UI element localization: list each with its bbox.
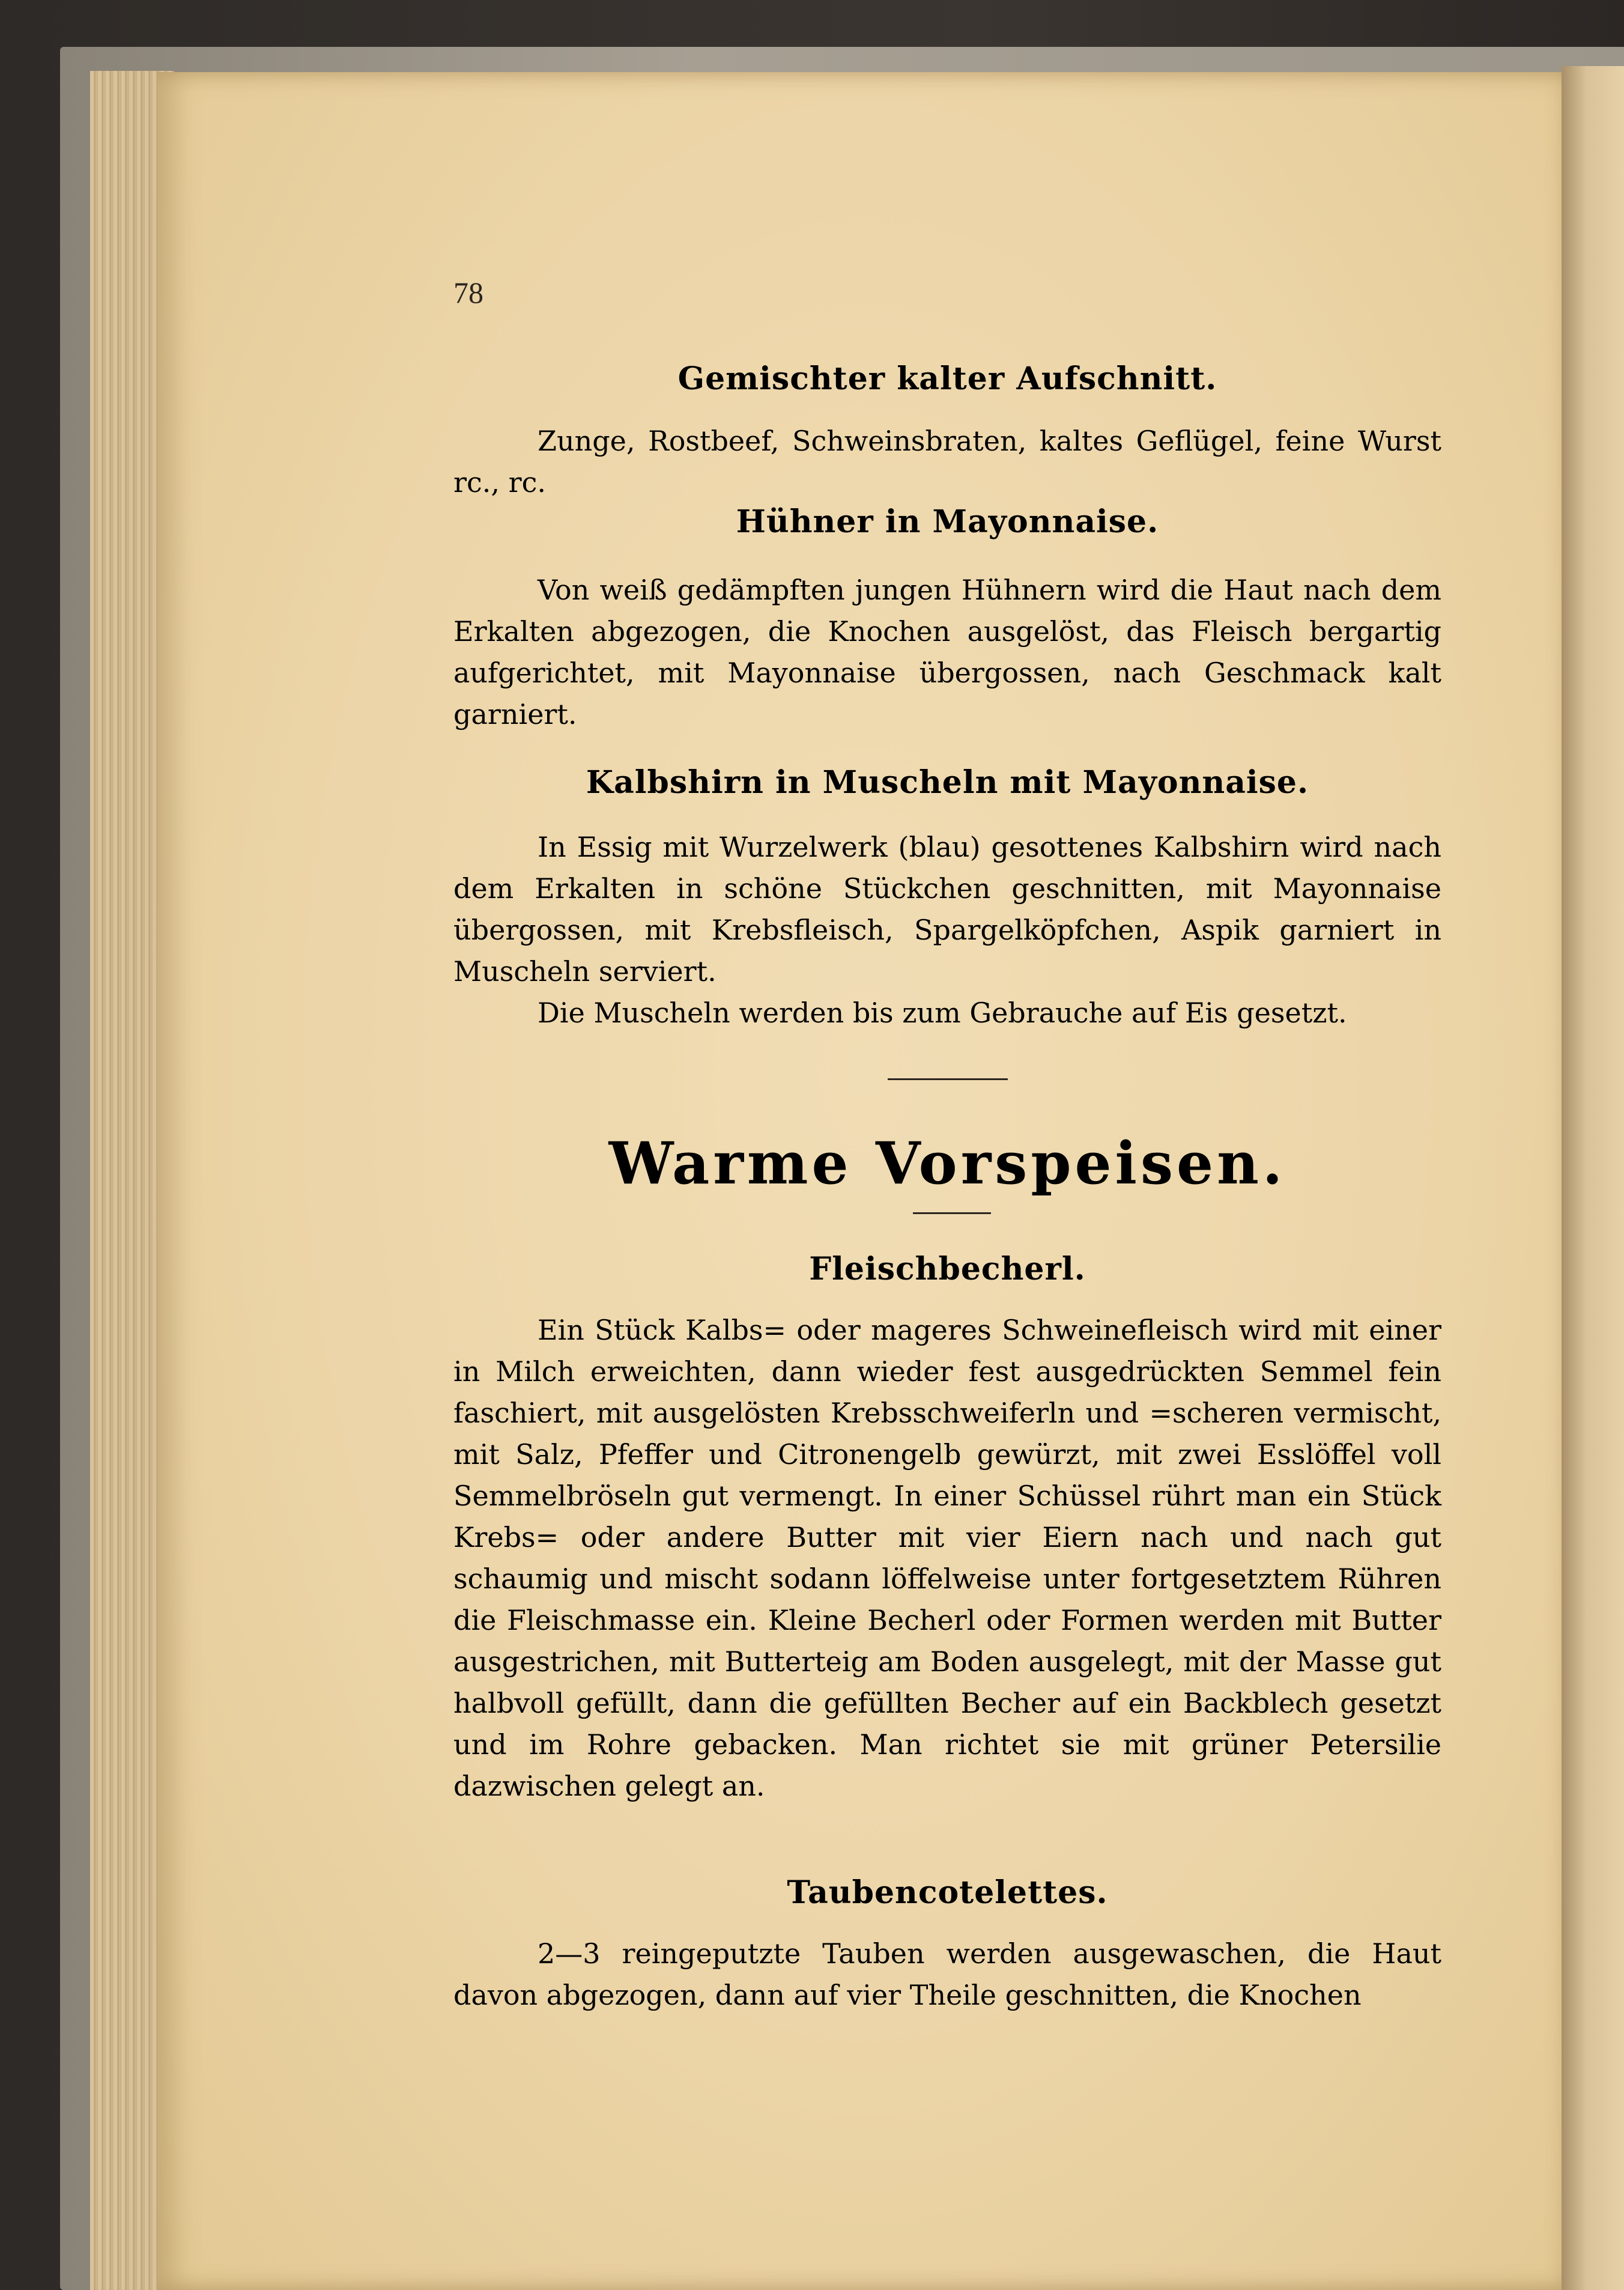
section-title: Gemischter kalter Aufschnitt. (677, 360, 1217, 397)
subsection-fleischbecherl (453, 1251, 1441, 1287)
section-kalbshirn (453, 764, 1441, 801)
section-aufschnitt (453, 360, 1441, 397)
section-kalbshirn-body (453, 827, 1441, 1034)
paragraph: Zunge, Rostbeef, Schweinsbraten, kaltes Geflügel, feine Wurst rc., rc. (453, 425, 1441, 499)
section-title: Kalbshirn in Muscheln mit Mayonnaise. (586, 764, 1309, 801)
paragraph: 2—3 reingeputzte Tauben werden ausgewaschen, die Haut davon abgezogen, dann auf vier Theile geschnitten, die Knochen (453, 1937, 1441, 2011)
chapter-title: Warme Vorspeisen. (608, 1129, 1286, 1197)
paragraph: Von weiß gedämpften jungen Hühnern wird die Haut nach dem Erkalten abgezogen, die Knochen ausgelöst, das Fleisch bergartig aufgerichtet, mit Mayonnaise übergossen, nach Geschmack kalt garniert. (453, 574, 1441, 730)
section-title: Fleischbecherl. (809, 1251, 1086, 1287)
subsection-fleischbecherl-body (453, 1310, 1441, 1807)
paragraph: Ein Stück Kalbs= oder mageres Schweinefleisch wird mit einer in Milch erweichten, dann wieder fest ausgedrückten Semmel fein faschiert, mit ausgelösten Krebsschweiferln und =scheren vermischt, mit Salz, Pfeffer und Citronengelb gewürzt, mit zwei Esslöffel voll Semmelbröseln gut vermengt. In einer Schüssel rührt man ein Stück Krebs= oder andere Butter mit vier Eiern nach und nach gut schaumig und mischt sodann löffelweise unter fortgesetztem Rühren die Fleischmasse ein. Kleine Becherl oder Formen werden mit Butter ausgestrichen, mit Butterteig am Boden ausgelegt, mit der Masse gut halbvoll gefüllt, dann die gefüllten Becher auf ein Backblech gesetzt und im Rohre gebacken. Man richtet sie mit grüner Petersilie dazwischen gelegt an. (453, 1314, 1441, 1802)
separator-rule (888, 1078, 1008, 1080)
paragraph: In Essig mit Wurzelwerk (blau) gesottenes Kalbshirn wird nach dem Erkalten in schöne Stückchen geschnitten, mit Mayonnaise übergossen, mit Krebsfleisch, Spargelköpfchen, Aspik garniert in Muscheln serviert. (453, 831, 1441, 988)
subsection-taubencotelettes-body (453, 1933, 1441, 2016)
section-huehner-body (453, 569, 1441, 735)
section-huehner (453, 503, 1441, 540)
page-number: 78 (453, 276, 483, 309)
section-title: Hühner in Mayonnaise. (736, 503, 1159, 540)
paragraph: Die Muscheln werden bis zum Gebrauche auf Eis gesetzt. (538, 997, 1347, 1029)
section-title: Taubencotelettes. (787, 1874, 1108, 1911)
section-aufschnitt-body (453, 421, 1441, 503)
next-page-gutter (1562, 66, 1624, 2290)
chapter-underline (913, 1212, 991, 1214)
subsection-taubencotelettes (453, 1874, 1441, 1911)
chapter-heading (453, 1129, 1441, 1197)
